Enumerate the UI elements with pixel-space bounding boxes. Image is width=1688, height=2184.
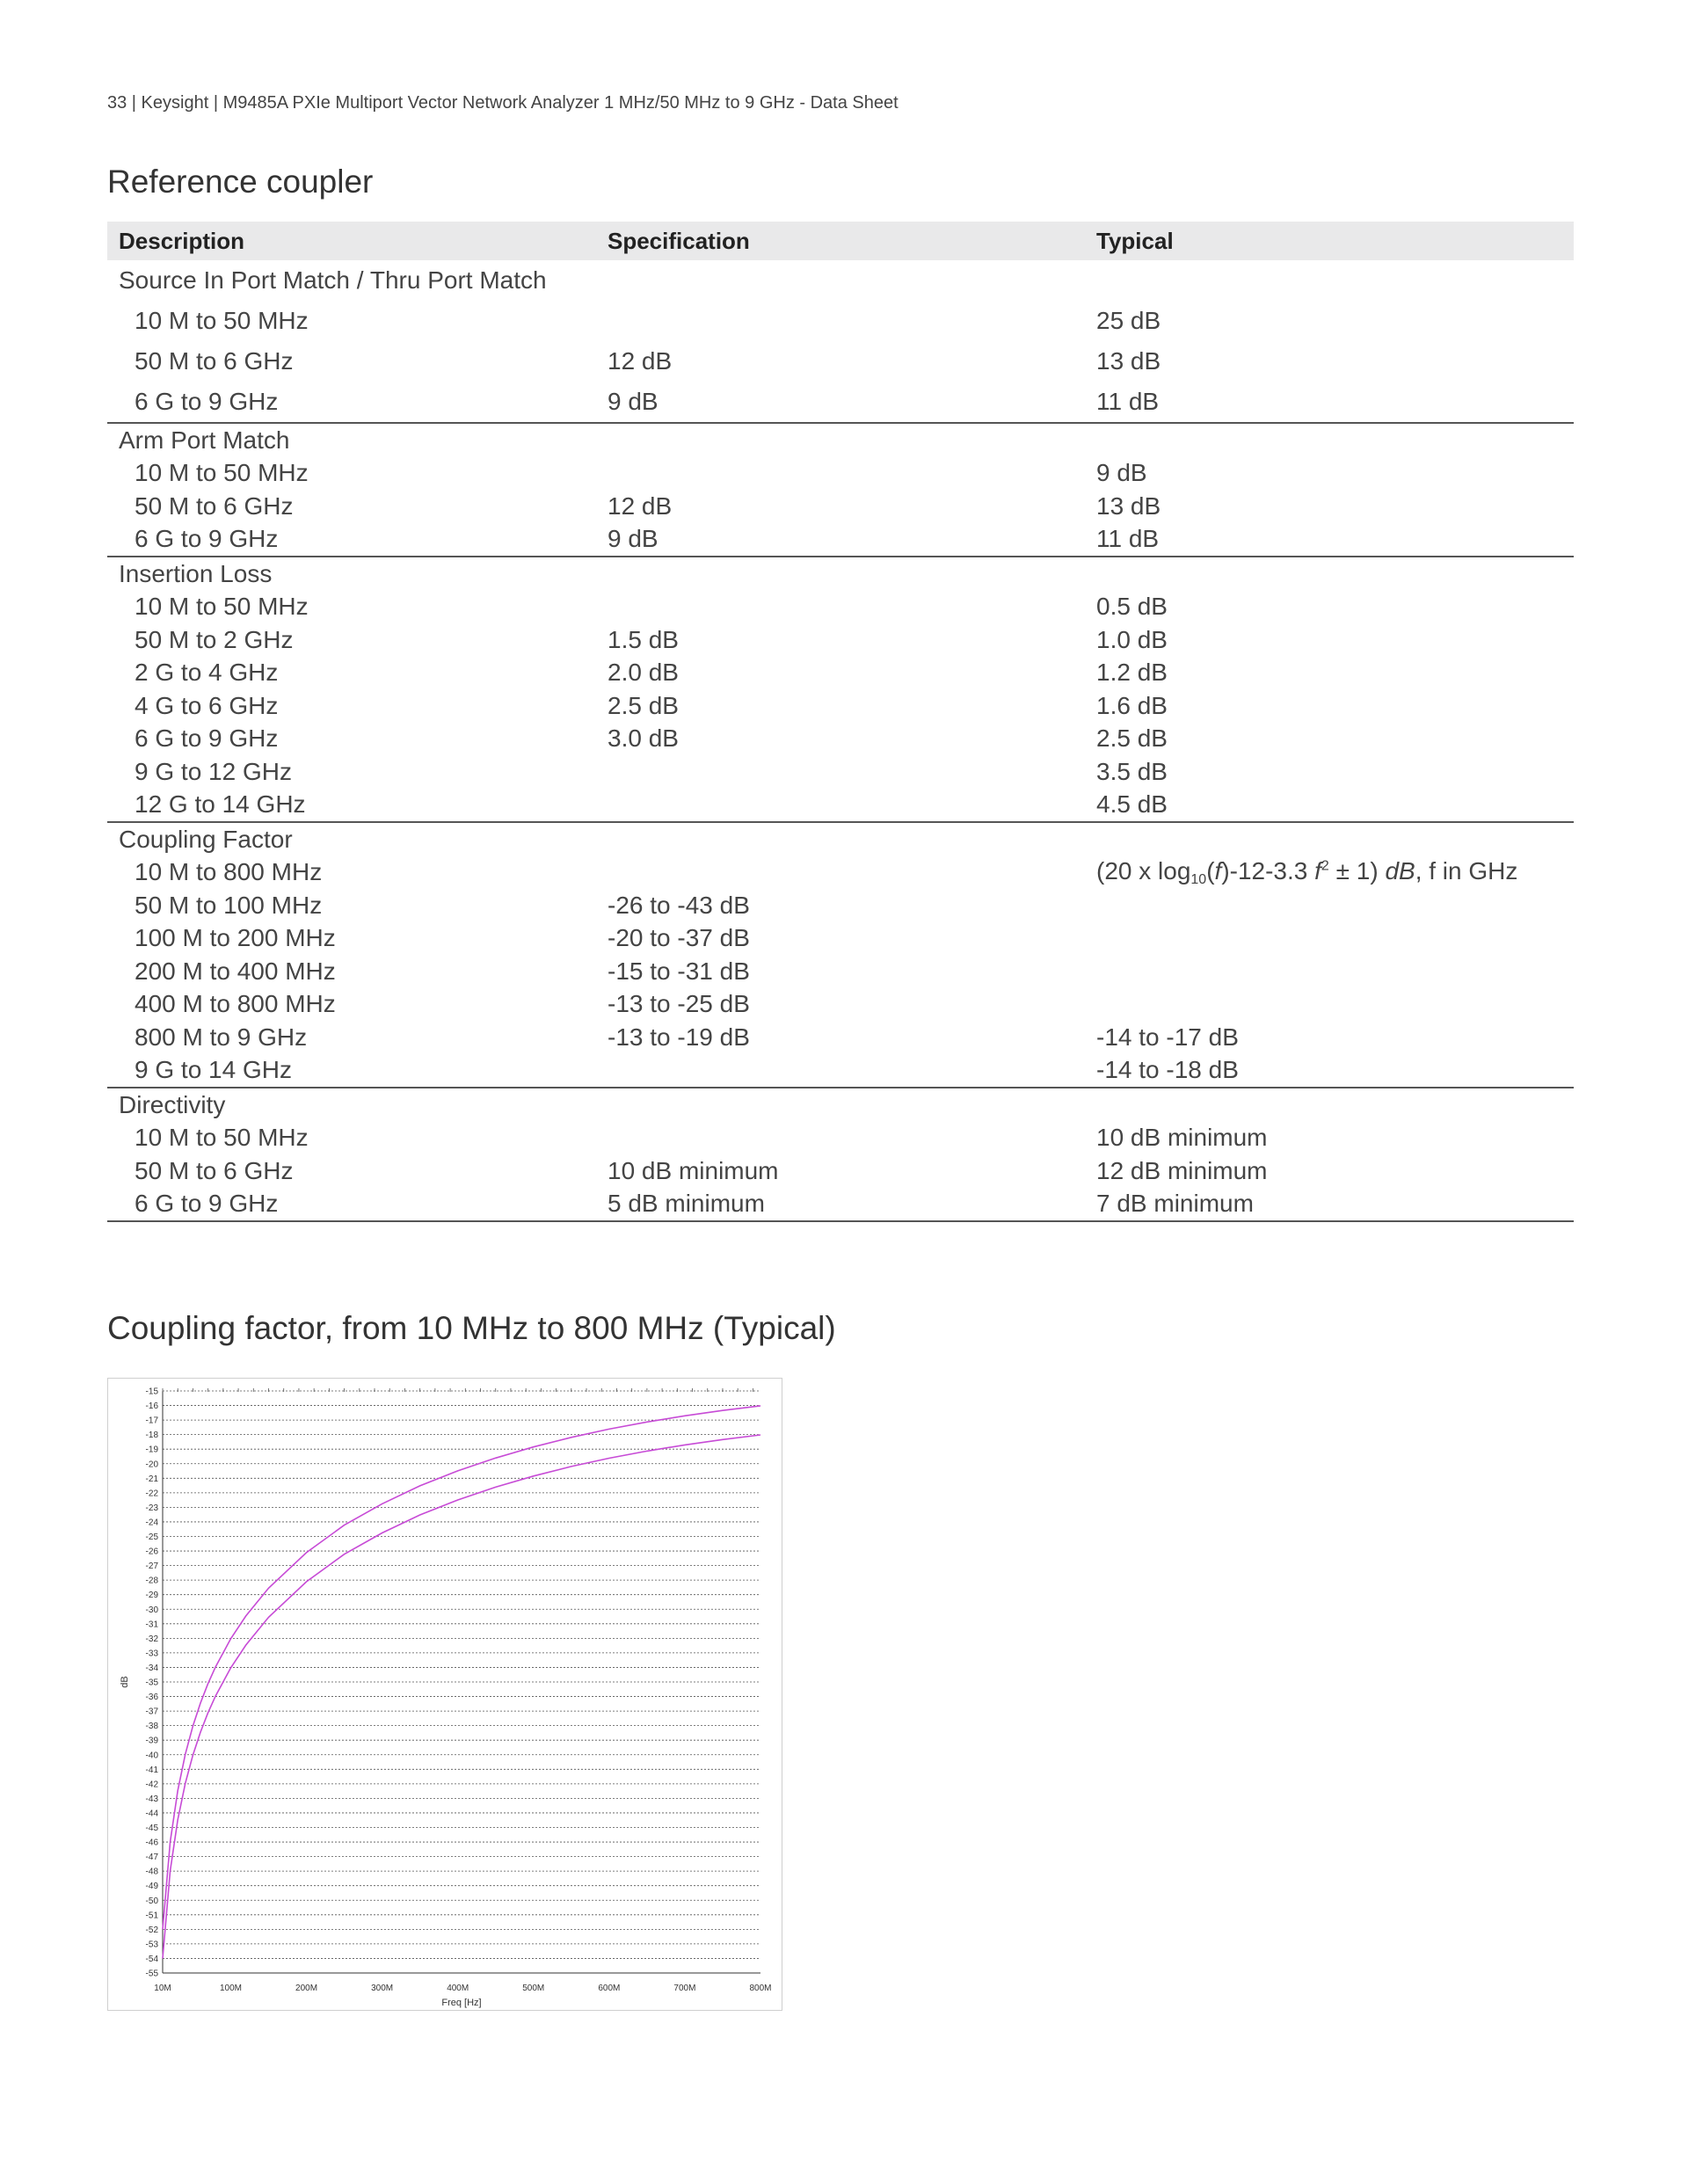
row-description: 10 M to 50 MHz <box>135 307 309 334</box>
row-description: 10 M to 800 MHz <box>135 858 323 886</box>
y-tick-label: -22 <box>145 1489 158 1499</box>
y-tick-label: -39 <box>145 1736 158 1746</box>
y-tick-label: -50 <box>145 1896 158 1906</box>
row-typical: 3.5 dB <box>1096 757 1168 785</box>
row-specification: 12 dB <box>608 491 673 520</box>
table-row <box>107 490 1574 523</box>
spec-table <box>107 222 1574 1222</box>
row-specification: 5 dB minimum <box>596 1188 1085 1222</box>
x-tick-label: 100M <box>219 1984 242 1993</box>
row-description: 9 G to 14 GHz <box>107 1054 596 1088</box>
group-title-row <box>107 260 1574 301</box>
row-specification: -15 to -31 dB <box>608 957 750 985</box>
column-header-description: Description <box>107 222 596 260</box>
row-description: 800 M to 9 GHz <box>135 1023 308 1051</box>
y-tick-label: -55 <box>145 1969 158 1979</box>
column-header-typical: Typical <box>1085 222 1574 260</box>
column-header-specification: Specification <box>596 222 1085 260</box>
y-tick-label: -20 <box>145 1460 158 1470</box>
row-description: 2 G to 4 GHz <box>135 659 279 687</box>
y-tick-label: -53 <box>145 1940 158 1950</box>
y-tick-label: -36 <box>145 1693 158 1703</box>
y-tick-label: -46 <box>145 1838 158 1848</box>
y-tick-label: -47 <box>145 1853 158 1863</box>
group-title: Directivity <box>119 1090 226 1118</box>
formula-f1: ( <box>1206 856 1215 885</box>
y-tick-label: -26 <box>145 1547 158 1557</box>
y-tick-label: -28 <box>145 1576 158 1586</box>
x-axis-label: Freq [Hz] <box>441 1998 482 2008</box>
y-tick-label: -33 <box>145 1649 158 1659</box>
y-tick-label: -25 <box>145 1532 158 1542</box>
row-typical: 1.2 dB <box>1096 659 1168 687</box>
x-tick-label: 200M <box>295 1984 318 1993</box>
x-tick-label: 600M <box>598 1984 621 1993</box>
table-row <box>107 856 1574 890</box>
row-typical: 12 dB minimum <box>1096 1156 1268 1184</box>
row-typical <box>1085 922 1574 956</box>
table-row <box>107 457 1574 491</box>
row-description: 10 M to 50 MHz <box>135 1124 309 1152</box>
y-tick-label: -16 <box>145 1401 158 1412</box>
group-title: Arm Port Match <box>119 426 290 454</box>
y-tick-label: -29 <box>145 1591 158 1601</box>
group-title-row <box>107 822 1574 856</box>
table-row <box>107 889 1574 922</box>
table-row <box>107 755 1574 789</box>
table-row <box>107 1154 1574 1188</box>
table-row <box>107 689 1574 723</box>
formula-sub: 10 <box>1190 871 1207 887</box>
table-row <box>107 341 1574 382</box>
y-tick-label: -19 <box>145 1445 158 1455</box>
formula-rest: ± 1) <box>1328 856 1386 885</box>
row-description: 6 G to 9 GHz <box>107 1188 596 1222</box>
y-tick-label: -21 <box>145 1474 158 1484</box>
row-description: 50 M to 2 GHz <box>135 625 294 653</box>
row-typical: 11 dB <box>1085 523 1574 557</box>
row-typical: 4.5 dB <box>1085 789 1574 823</box>
row-specification: -13 to -19 dB <box>608 1023 750 1051</box>
row-specification: -20 to -37 dB <box>608 924 750 952</box>
table-row <box>107 723 1574 756</box>
row-specification: -26 to -43 dB <box>608 891 750 919</box>
row-description: 6 G to 9 GHz <box>107 382 596 423</box>
row-description: 6 G to 9 GHz <box>107 523 596 557</box>
row-description: 10 M to 50 MHz <box>135 459 309 487</box>
page-header: 33 | Keysight | M9485A PXIe Multiport Vector Network Analyzer 1 MHz/50 MHz to 9 GHz - Data Sheet <box>107 93 899 113</box>
table-row <box>107 1021 1574 1054</box>
group-title-row <box>107 423 1574 457</box>
group-title: Source In Port Match / Thru Port Match <box>119 266 547 294</box>
section-title: Reference coupler <box>107 164 374 200</box>
table-row <box>107 657 1574 690</box>
table-row <box>107 591 1574 624</box>
row-typical <box>1085 988 1574 1022</box>
row-typical <box>1085 955 1574 988</box>
table-row <box>107 382 1574 423</box>
row-specification: -13 to -25 dB <box>608 990 750 1018</box>
y-tick-label: -40 <box>145 1751 158 1761</box>
row-specification: 9 dB <box>596 523 1085 557</box>
row-typical: 11 dB <box>1085 382 1574 423</box>
y-tick-label: -15 <box>145 1387 158 1397</box>
y-tick-label: -54 <box>145 1954 158 1964</box>
row-typical: 10 dB minimum <box>1096 1124 1268 1152</box>
y-tick-label: -43 <box>145 1794 158 1804</box>
row-specification <box>596 591 1085 624</box>
row-typical: 25 dB <box>1096 307 1161 334</box>
row-specification <box>596 789 1085 823</box>
y-tick-label: -48 <box>145 1867 158 1877</box>
formula-prefix: (20 x log <box>1096 856 1191 885</box>
row-description: 200 M to 400 MHz <box>135 957 336 985</box>
row-specification <box>596 856 1085 890</box>
chart-title: Coupling factor, from 10 MHz to 800 MHz (Typical) <box>107 1310 836 1346</box>
row-description: 4 G to 6 GHz <box>135 691 279 719</box>
table-row <box>107 988 1574 1022</box>
row-specification: 12 dB <box>608 347 673 375</box>
y-tick-label: -18 <box>145 1431 158 1441</box>
row-description: 100 M to 200 MHz <box>135 924 336 952</box>
row-specification: 2.5 dB <box>608 691 679 719</box>
table-row <box>107 789 1574 823</box>
y-tick-label: -52 <box>145 1925 158 1935</box>
row-typical: 0.5 dB <box>1096 593 1168 621</box>
y-tick-label: -34 <box>145 1663 158 1673</box>
group-title: Coupling Factor <box>119 825 293 853</box>
group-title-row <box>107 1088 1574 1122</box>
y-tick-label: -23 <box>145 1503 158 1513</box>
row-description: 50 M to 100 MHz <box>135 891 323 919</box>
x-tick-label: 300M <box>371 1984 394 1993</box>
row-description: 9 G to 12 GHz <box>135 757 292 785</box>
group-title: Insertion Loss <box>119 559 273 587</box>
row-description: 10 M to 50 MHz <box>135 593 309 621</box>
row-typical: 7 dB minimum <box>1085 1188 1574 1222</box>
table-row <box>107 301 1574 341</box>
y-tick-label: -41 <box>145 1765 158 1775</box>
x-tick-label: 700M <box>673 1984 696 1993</box>
y-tick-label: -51 <box>145 1911 158 1921</box>
formula-f2: )-12-3.3 <box>1221 856 1315 885</box>
table-row <box>107 623 1574 657</box>
y-tick-label: -38 <box>145 1722 158 1732</box>
row-typical <box>1085 856 1574 890</box>
row-specification: 3.0 dB <box>608 724 679 753</box>
x-tick-label: 800M <box>749 1984 772 1993</box>
formula-fvar: f <box>1214 856 1222 885</box>
x-tick-label: 500M <box>522 1984 545 1993</box>
y-tick-label: -32 <box>145 1634 158 1644</box>
y-tick-label: -31 <box>145 1620 158 1630</box>
formula-fvar2: f <box>1314 856 1321 885</box>
row-typical: 2.5 dB <box>1096 724 1168 753</box>
y-tick-label: -17 <box>145 1416 158 1426</box>
x-tick-label: 10M <box>154 1984 171 1993</box>
row-typical: 1.6 dB <box>1096 691 1168 719</box>
chart-canvas <box>108 1379 783 2012</box>
row-typical: 1.0 dB <box>1096 625 1168 653</box>
row-typical: -14 to -18 dB <box>1085 1054 1574 1088</box>
row-specification <box>596 457 1085 491</box>
y-tick-label: -37 <box>145 1707 158 1717</box>
row-specification <box>596 1054 1085 1088</box>
table-row <box>107 523 1574 557</box>
y-tick-label: -42 <box>145 1780 158 1790</box>
y-tick-label: -30 <box>145 1605 158 1615</box>
row-description: 50 M to 6 GHz <box>135 1156 294 1184</box>
row-specification <box>596 301 1085 341</box>
row-typical <box>1085 889 1574 922</box>
row-specification: 9 dB <box>596 382 1085 423</box>
formula-unit: dB <box>1385 856 1415 885</box>
table-row <box>107 955 1574 988</box>
formula-sup: 2 <box>1321 858 1329 874</box>
x-tick-label: 400M <box>447 1984 469 1993</box>
table-row <box>107 922 1574 956</box>
row-specification <box>596 1122 1085 1155</box>
table-row <box>107 1188 1574 1222</box>
y-tick-label: -44 <box>145 1809 158 1819</box>
y-axis-label: dB <box>120 1676 130 1688</box>
row-description: 6 G to 9 GHz <box>135 724 279 753</box>
row-description: 12 G to 14 GHz <box>107 789 596 823</box>
table-row <box>107 1054 1574 1088</box>
y-tick-label: -35 <box>145 1678 158 1688</box>
formula-tail: , f in GHz <box>1415 856 1518 885</box>
row-description: 400 M to 800 MHz <box>135 990 336 1018</box>
row-specification <box>596 755 1085 789</box>
table-row <box>107 1122 1574 1155</box>
coupling-factor-chart <box>107 1378 782 2011</box>
y-tick-label: -24 <box>145 1518 158 1528</box>
row-typical: 13 dB <box>1096 491 1161 520</box>
group-title-row <box>107 557 1574 591</box>
y-tick-label: -45 <box>145 1824 158 1833</box>
table-header-row <box>107 222 1574 260</box>
row-typical: 13 dB <box>1096 347 1161 375</box>
row-typical: 9 dB <box>1096 459 1147 487</box>
row-typical: -14 to -17 dB <box>1096 1023 1239 1051</box>
row-specification: 10 dB minimum <box>608 1156 779 1184</box>
row-description: 50 M to 6 GHz <box>135 347 294 375</box>
y-tick-label: -49 <box>145 1882 158 1892</box>
row-specification: 2.0 dB <box>608 659 679 687</box>
row-description: 50 M to 6 GHz <box>135 491 294 520</box>
y-tick-label: -27 <box>145 1562 158 1572</box>
row-specification: 1.5 dB <box>608 625 679 653</box>
